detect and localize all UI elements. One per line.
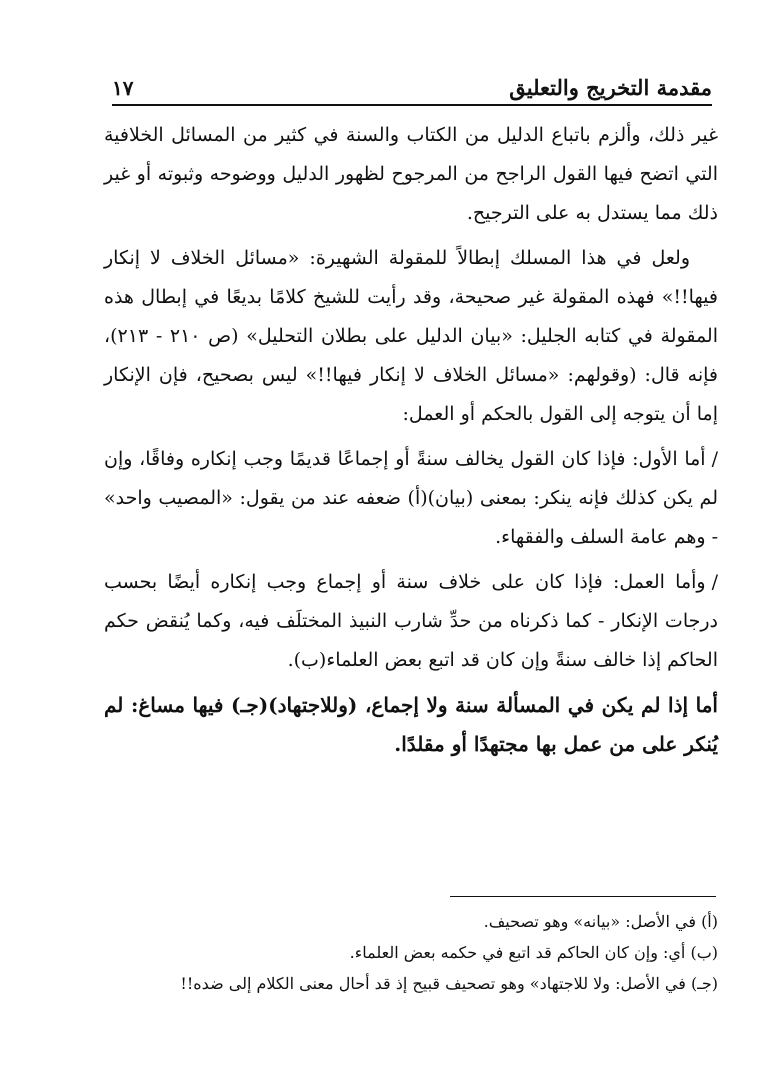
main-text: [104, 116, 718, 770]
margin-mark: /: [711, 571, 718, 593]
footnote-a: (أ) في الأصل: «بيانه» وهو تصحيف.: [483, 912, 718, 931]
running-header: [112, 64, 712, 106]
paragraph-3: [104, 440, 718, 557]
paragraph-2: ولعل في هذا المسلك إبطالاً للمقولة الشهيرة: «مسائل الخلاف لا إنكار فيها!!» فهذه المقولة غير صحيحة، وقد رأيت للشيخ كلامًا بديعًا في إبطال هذه المقولة في كتابه الجليل: «بيان الدليل على بطلان التحليل» (ص ٢١٠ - ٢١٣)، فإنه قال: (وقولهم: «مسائل الخلاف لا إنكار فيها!!» ليس بصحيح، فإن الإنكار إما أن يتوجه إلى القول بالحكم أو العمل:: [104, 247, 718, 425]
footnote-c: (جـ) في الأصل: ولا للاجتهاد» وهو تصحيف قبيح إذ قد أحال معنى الكلام إلى ضده!!: [180, 974, 718, 993]
footnotes: [104, 906, 718, 999]
margin-mark: /: [711, 448, 718, 470]
page-number: ١٧: [112, 76, 134, 100]
header-title: مقدمة التخريج والتعليق: [509, 75, 712, 100]
paragraph-5: أما إذا لم يكن في المسألة سنة ولا إجماع، (وللاجتهاد)(جـ) فيها مساغ: لم يُنكر على من عمل بها مجتهدًا أو مقلدًا.: [104, 693, 718, 756]
footnote-b: (ب) أي: وإن كان الحاكم قد اتبع في حكمه بعض العلماء.: [349, 943, 718, 962]
paragraph-4-text: وأما العمل: فإذا كان على خلاف سنة أو إجماع وجب إنكاره أيضًا بحسب درجات الإنكار - كما ذكرناه من حدِّ شارب النبيذ المختلَف فيه، وكما يُنقض حكم الحاكم إذا خالف سنةً وإن كان قد اتبع بعض العلماء(ب).: [104, 571, 718, 671]
paragraph-4: [104, 563, 718, 680]
paragraph-3-text: أما الأول: فإذا كان القول يخالف سنةً أو إجماعًا قديمًا وجب إنكاره وفاقًا، وإن لم يكن كذلك فإنه ينكر: بمعنى (بيان)(أ) ضعفه عند من يقول: «المصيب واحد» - وهم عامة السلف والفقهاء.: [104, 448, 718, 548]
footnote-divider: [450, 896, 716, 897]
paragraph-1: غير ذلك، وألزم باتباع الدليل من الكتاب والسنة في كثير من المسائل الخلافية التي اتضح فيها القول الراجح من المرجوح لظهور الدليل ووضوحه وثبوته أو غير ذلك مما يستدل به على الترجيح.: [104, 124, 718, 224]
